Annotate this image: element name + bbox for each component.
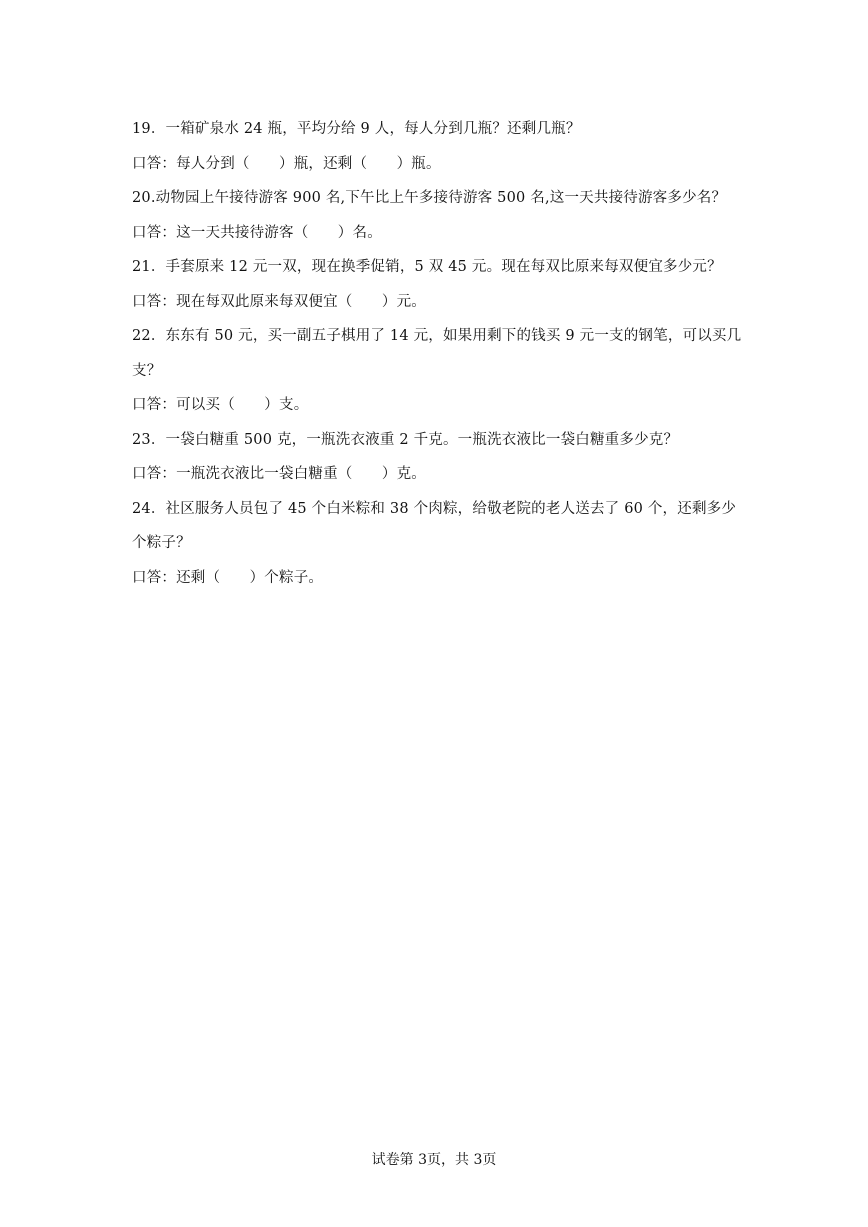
page-footer: 试卷第 3页，共 3页: [371, 1152, 497, 1168]
question-19-text: 19．一箱矿泉水 24 瓶，平均分给 9 人，每人分到几瓶？还剩几瓶？: [132, 121, 581, 137]
question-21-answer: 口答：现在每双此原来每双便宜（ ）元。: [132, 293, 426, 310]
question-24-answer: 口答：还剩（ ）个粽子。: [132, 569, 324, 586]
question-22-text-line2: 支？: [132, 362, 162, 379]
question-list: [132, 112, 742, 595]
question-22-text-line1: 22．东东有 50 元，买一副五子棋用了 14 元，如果用剩下的钱买 9 元一支的钢笔，可以买几: [132, 328, 742, 344]
question-20-answer: 口答：这一天共接待游客（ ）名。: [132, 224, 382, 241]
question-22-answer: 口答：可以买（ ）支。: [132, 397, 309, 413]
question-21-text: 21．手套原来 12 元一双，现在换季促销，5 双 45 元。现在每双比原来每双便宜多少元？: [132, 259, 722, 275]
question-24-text-line2: 个粽子？: [132, 535, 191, 551]
question-20-text: 20.动物园上午接待游客 900 名,下午比上午多接待游客 500 名,这一天共接待游客多少名？: [132, 190, 727, 206]
question-24-text-line1: 24．社区服务人员包了 45 个白米粽和 38 个肉粽，给敬老院的老人送去了 60 个，还剩多少: [132, 500, 737, 517]
question-23-answer: 口答：一瓶洗衣液比一袋白糖重（ ）克。: [132, 466, 426, 482]
question-23-text: 23．一袋白糖重 500 克，一瓶洗衣液重 2 千克。一瓶洗衣液比一袋白糖重多少克？: [132, 431, 679, 448]
question-19-answer: 口答：每人分到（ ）瓶，还剩（ ）瓶。: [132, 155, 441, 172]
